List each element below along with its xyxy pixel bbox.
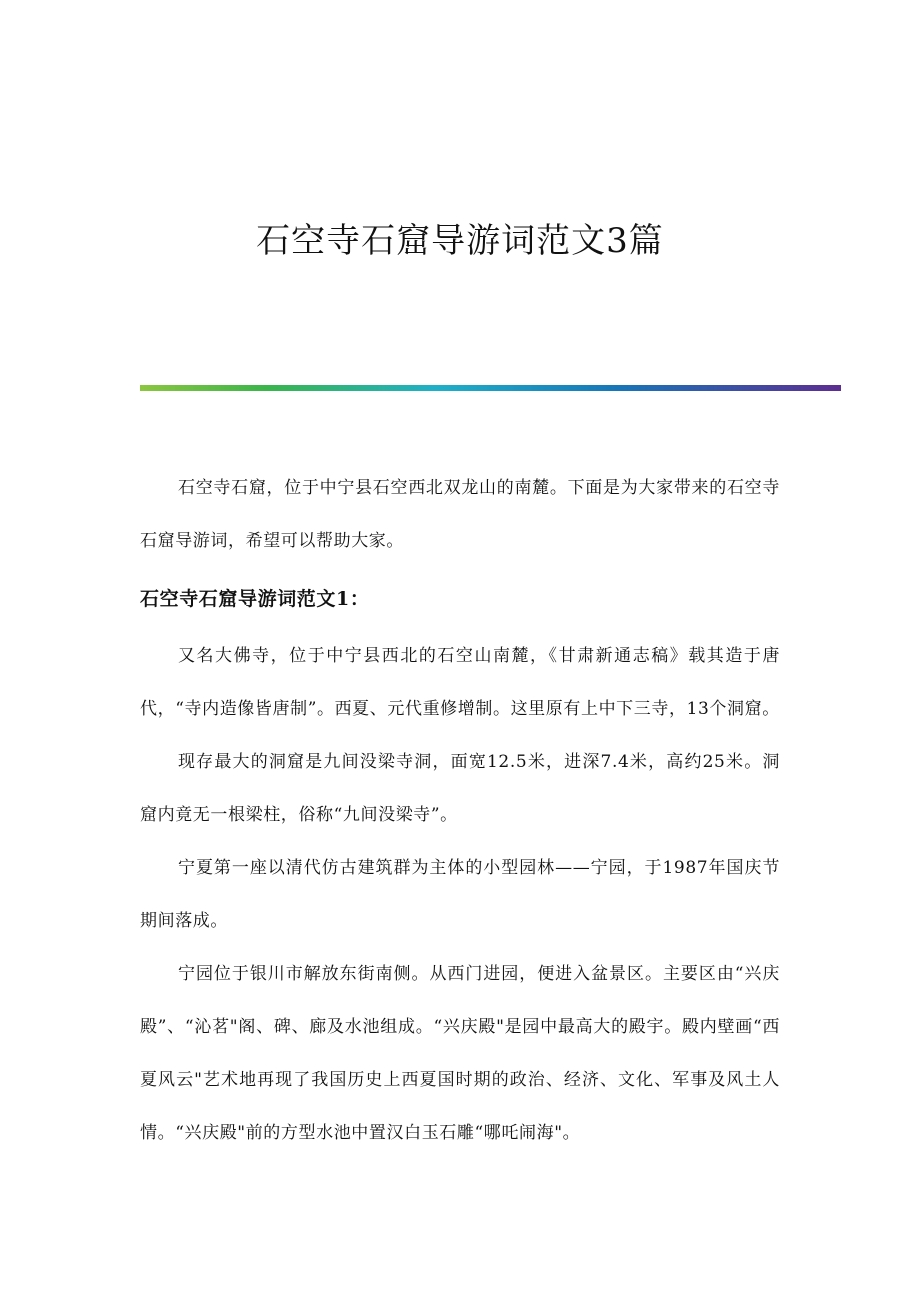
body-paragraph: 现存最大的洞窟是九间没梁寺洞，面宽12.5米，进深7.4米，高约25米。洞窟内竟无一根梁柱，俗称“九间没梁寺”。 bbox=[140, 752, 780, 825]
document-body bbox=[140, 462, 780, 1160]
section-heading: 石空寺石窟导游词范文1： bbox=[140, 588, 370, 610]
body-paragraph: 宁园位于银川市解放东街南侧。从西门进园，便进入盆景区。主要区由“兴庆殿”、“沁茗"阁、碑、廊及水池组成。“兴庆殿"是园中最高大的殿宇。殿内壁画“西夏风云"艺术地再现了我国历史上西夏国时期的政治、经济、文化、军事及风土人情。“兴庆殿"前的方型水池中置汉白玉石雕“哪吒闹海"。 bbox=[140, 964, 780, 1143]
intro-paragraph: 石空寺石窟，位于中宁县石空西北双龙山的南麓。下面是为大家带来的石空寺石窟导游词，希望可以帮助大家。 bbox=[140, 478, 780, 551]
title-divider bbox=[140, 385, 841, 391]
body-paragraph: 宁夏第一座以清代仿古建筑群为主体的小型园林——宁园，于1987年国庆节期间落成。 bbox=[140, 858, 780, 931]
document-title: 石空寺石窟导游词范文3篇 bbox=[256, 221, 664, 261]
body-paragraph: 又名大佛寺，位于中宁县西北的石空山南麓，《甘肃新通志稿》载其造于唐代，“寺内造像皆唐制”。西夏、元代重修增制。这里原有上中下三寺，13个洞窟。 bbox=[140, 646, 780, 719]
